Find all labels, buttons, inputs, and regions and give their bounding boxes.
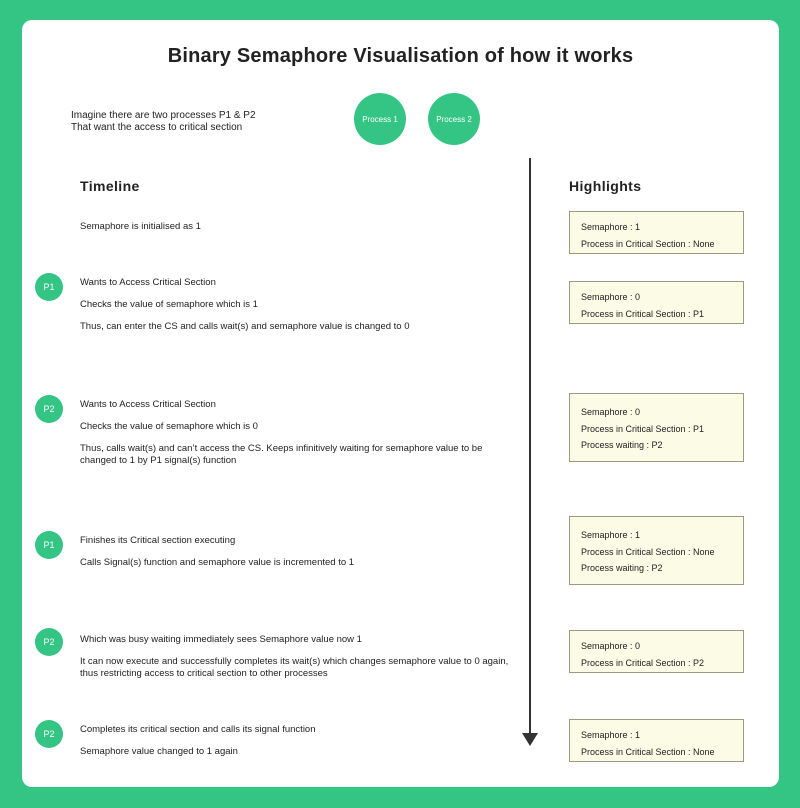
- step-5-line-1: Completes its critical section and calls its signal function: [80, 724, 316, 735]
- step-4-line-1: Which was busy waiting immediately sees Semaphore value now 1: [80, 634, 362, 645]
- highlight-2-line-1: Semaphore : 0: [581, 292, 641, 302]
- timeline-arrow-line: [529, 158, 531, 734]
- intro-text: [71, 110, 256, 134]
- highlight-6-line-2: Process in Critical Section : None: [581, 746, 715, 757]
- highlight-4-line-1: Semaphore : 1: [581, 530, 641, 540]
- step-5-badge: P2: [35, 720, 63, 748]
- highlight-box-6: [569, 719, 744, 762]
- highlight-5-line-2: Process in Critical Section : P2: [581, 657, 705, 668]
- highlight-5-line-1: Semaphore : 0: [581, 641, 641, 651]
- step-1-line-3: Thus, can enter the CS and calls wait(s) and semaphore value is changed to 0: [80, 321, 410, 332]
- highlight-3-line-2: Process in Critical Section : P1: [581, 423, 705, 434]
- highlight-box-3: [569, 393, 744, 462]
- highlight-4-line-3: Process waiting : P2: [581, 563, 663, 573]
- step-2-line-3: Thus, calls wait(s) and can’t access the CS. Keeps infinitively waiting for semaphore value to be changed to 1 by P1 signal(s) function: [80, 443, 483, 466]
- highlights-heading: Highlights: [569, 178, 642, 194]
- step-2-line-2: Checks the value of semaphore which is 0: [80, 421, 258, 432]
- highlight-3-line-1: Semaphore : 0: [581, 407, 641, 417]
- highlight-box-4: [569, 516, 744, 585]
- step-1-line-1: Wants to Access Critical Section: [80, 277, 216, 288]
- process-2-circle: Process 2: [428, 93, 480, 145]
- step-4-badge: P2: [35, 628, 63, 656]
- init-text: Semaphore is initialised as 1: [80, 221, 201, 232]
- step-1-line-2: Checks the value of semaphore which is 1: [80, 299, 258, 310]
- step-4-line-2: It can now execute and successfully completes its wait(s) which changes semaphore value to 0 again, thus restricting access to critical section to other processes: [80, 656, 509, 679]
- highlight-1-line-2: Process in Critical Section : None: [581, 238, 715, 249]
- step-2-line-1: Wants to Access Critical Section: [80, 399, 216, 410]
- highlight-box-5: [569, 630, 744, 673]
- timeline-heading: Timeline: [80, 178, 140, 194]
- step-3-badge: P1: [35, 531, 63, 559]
- step-3-line-2: Calls Signal(s) function and semaphore value is incremented to 1: [80, 557, 355, 568]
- highlight-3-line-3: Process waiting : P2: [581, 440, 663, 450]
- highlight-box-1: [569, 211, 744, 254]
- step-2-badge: P2: [35, 395, 63, 423]
- step-3-line-1: Finishes its Critical section executing: [80, 535, 236, 546]
- diagram-card: [22, 20, 779, 787]
- intro-line-1: Imagine there are two processes P1 & P2: [71, 110, 256, 121]
- highlight-1-line-1: Semaphore : 1: [581, 222, 641, 232]
- highlight-box-2: [569, 281, 744, 324]
- highlight-2-line-2: Process in Critical Section : P1: [581, 308, 705, 319]
- highlight-4-line-2: Process in Critical Section : None: [581, 546, 715, 557]
- process-1-circle: Process 1: [354, 93, 406, 145]
- step-1-badge: P1: [35, 273, 63, 301]
- timeline-arrowhead: [522, 733, 538, 746]
- highlight-6-line-1: Semaphore : 1: [581, 730, 641, 740]
- page-title: Binary Semaphore Visualisation of how it works: [167, 45, 634, 67]
- step-5-line-2: Semaphore value changed to 1 again: [80, 746, 238, 757]
- intro-line-2: That want the access to critical section: [71, 122, 243, 133]
